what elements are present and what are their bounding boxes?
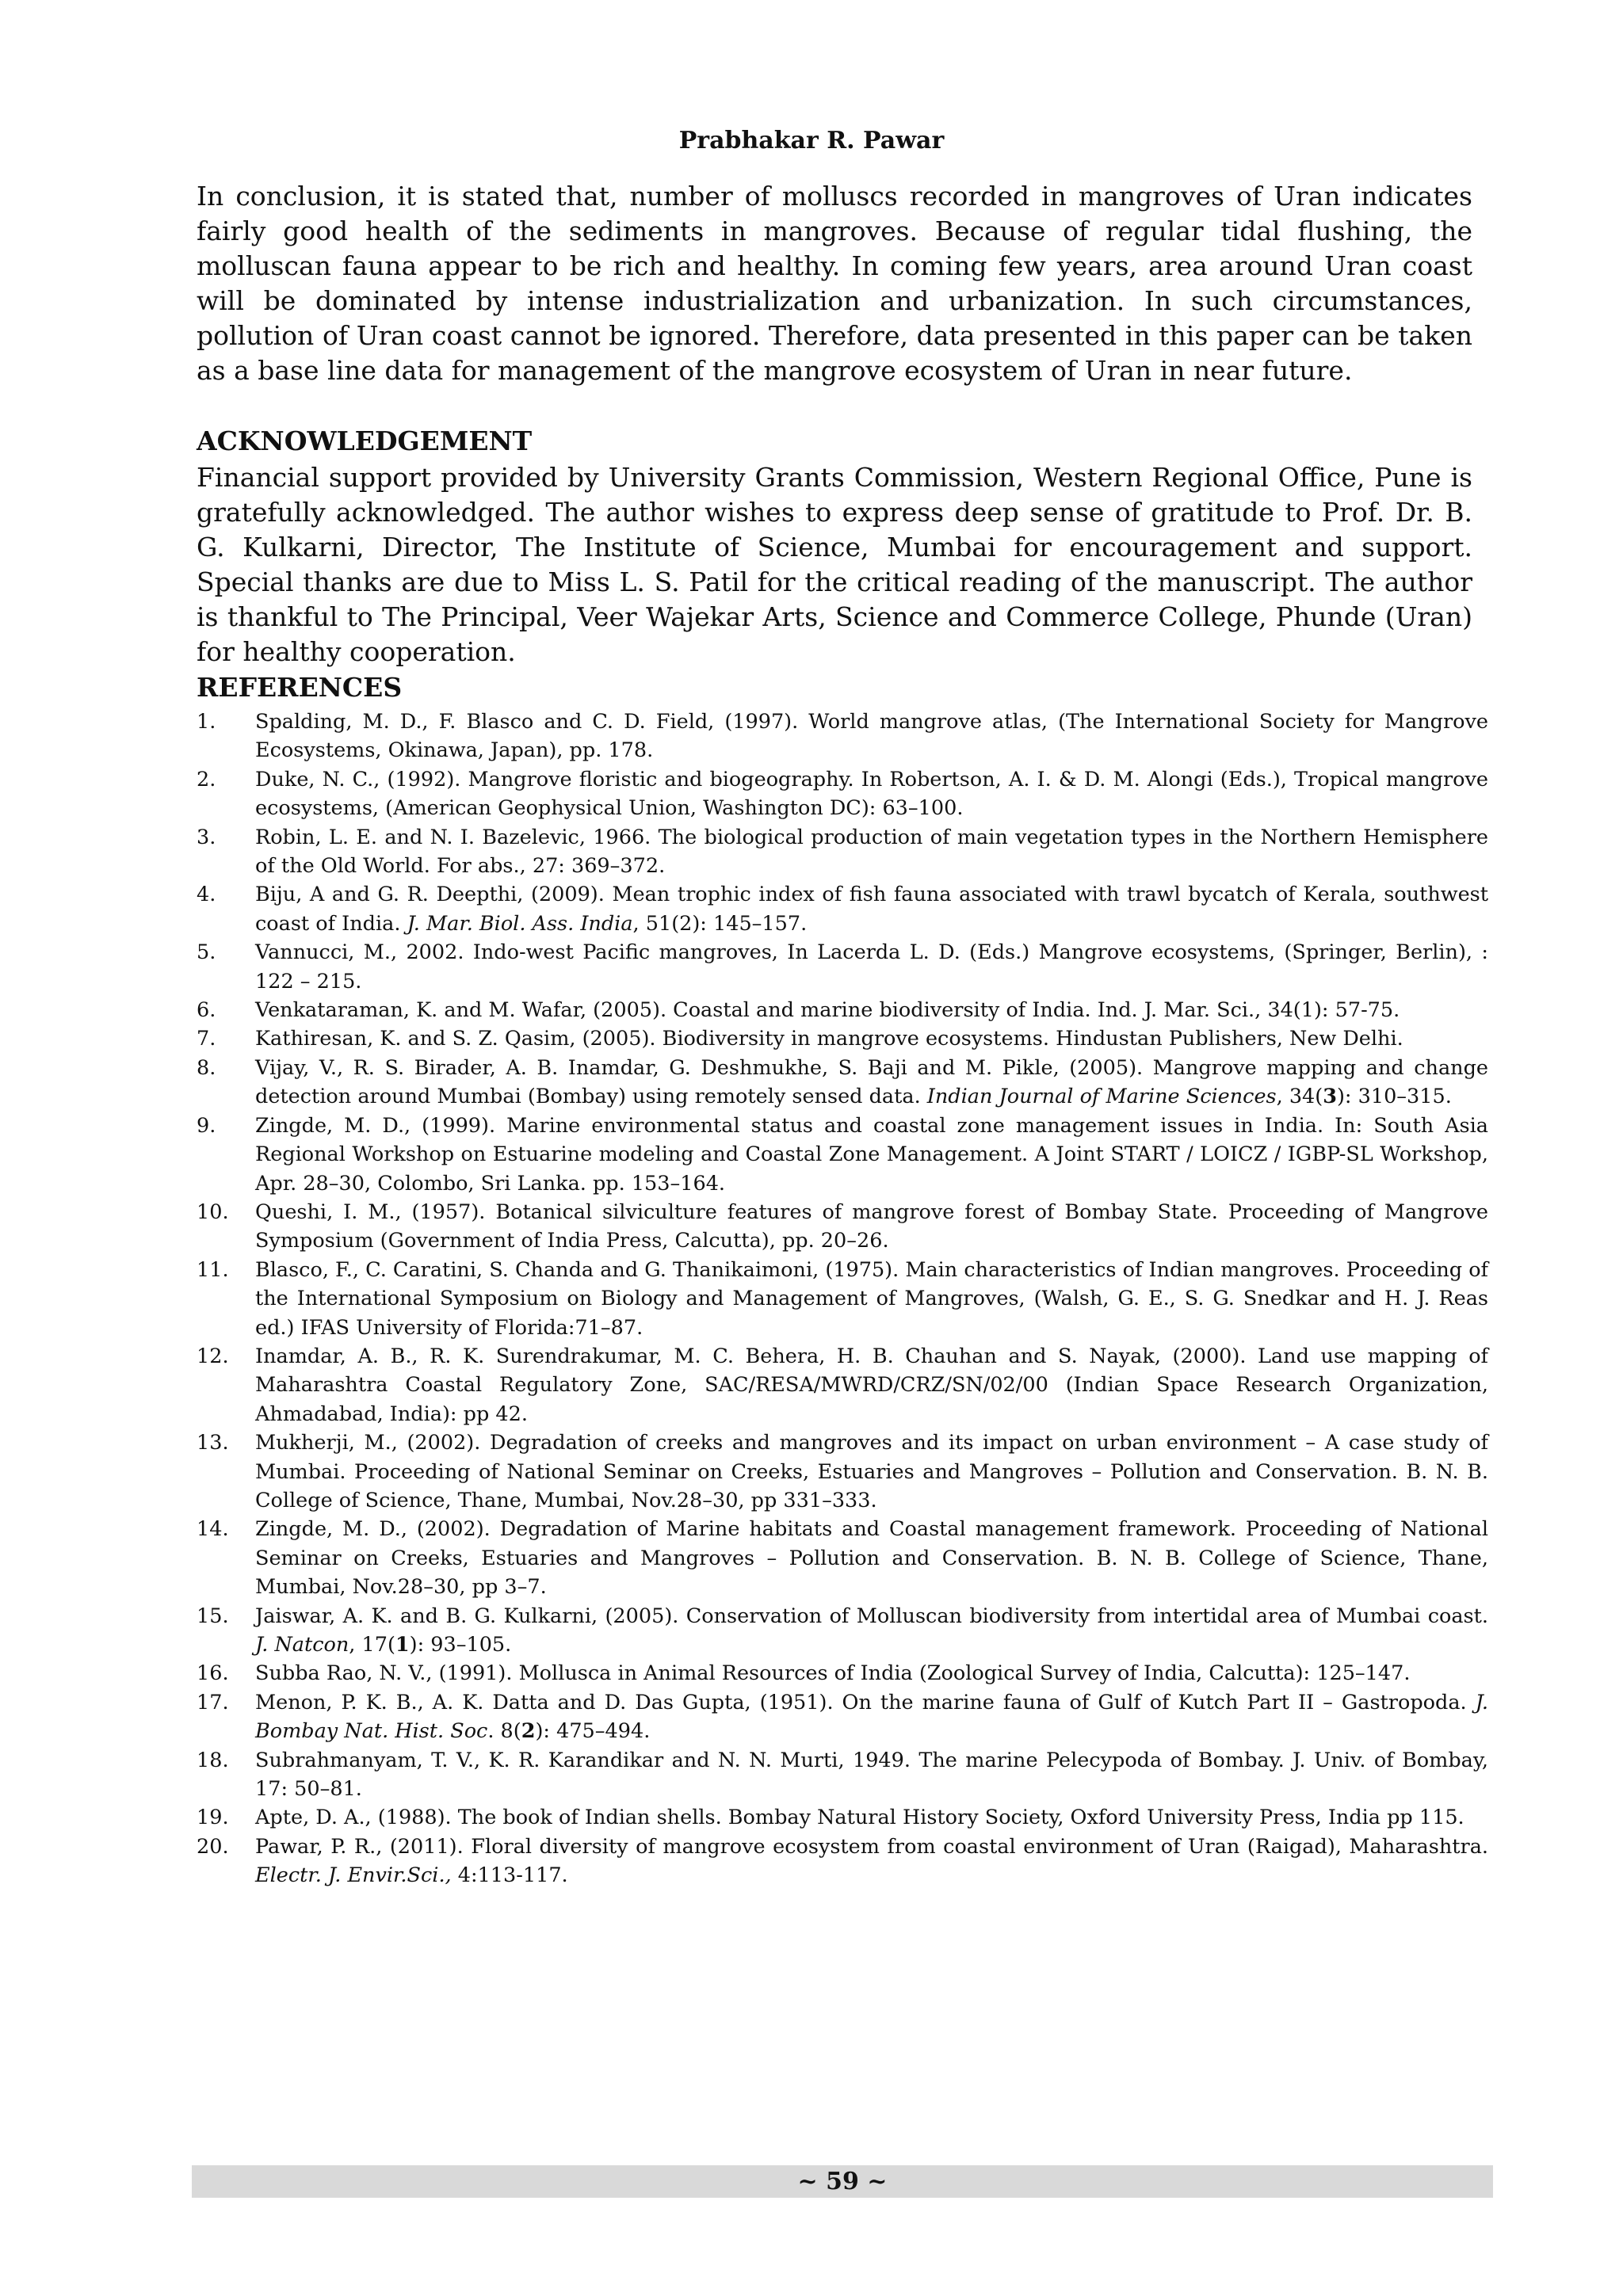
reference-number: 13. bbox=[197, 1431, 229, 1455]
acknowledgement-heading: ACKNOWLEDGEMENT bbox=[197, 425, 533, 456]
reference-item bbox=[197, 996, 1488, 1024]
reference-number: 16. bbox=[197, 1661, 229, 1686]
reference-journal-title: Indian Journal of Marine Sciences bbox=[926, 1085, 1277, 1109]
reference-number: 19. bbox=[197, 1806, 229, 1830]
reference-text-part: , 51(2): 145–157. bbox=[632, 911, 808, 936]
reference-item bbox=[197, 1342, 1488, 1428]
reference-item bbox=[197, 765, 1488, 823]
reference-number: 18. bbox=[197, 1748, 229, 1772]
reference-number: 9. bbox=[197, 1113, 216, 1138]
conclusion-paragraph: In conclusion, it is stated that, number of molluscs recorded in mangroves of Uran indicates fairly good health of the sediments in mangroves. Because of regular tidal flushing, the molluscan fauna appear to be rich and healthy. In coming few years, area around Uran coast will be dominated by intense industrialization and urbanization. In such circumstances, pollution of Uran coast cannot be ignored. Therefore, data presented in this paper can be taken as a base line data for management of the mangrove ecosystem of Uran in near future. bbox=[197, 181, 1472, 386]
reference-text: Vannucci, M., 2002. Indo-west Pacific mangroves, In Lacerda L. D. (Eds.) Mangrove ecosystems, (Springer, Berlin), : 122 – 215. bbox=[255, 940, 1488, 994]
reference-text: Subba Rao, N. V., (1991). Mollusca in Animal Resources of India (Zoological Survey of India, Calcutta): 125–147. bbox=[255, 1661, 1411, 1686]
reference-text: Apte, D. A., (1988). The book of Indian shells. Bombay Natural History Society, Oxford University Press, India pp 115. bbox=[255, 1806, 1465, 1830]
running-head-author: Prabhakar R. Pawar bbox=[678, 127, 945, 154]
reference-text-part: Vijay, V., R. S. Birader, A. B. Inamdar, G. Deshmukhe, S. Baji and M. Pikle, (2005). Mangrove mapping and change detection around Mumbai (Bombay) using remotely sensed data. bbox=[255, 1055, 1488, 1109]
reference-text-part: ): 310–315. bbox=[1336, 1085, 1452, 1109]
reference-item bbox=[197, 1112, 1488, 1198]
reference-number: 2. bbox=[197, 767, 216, 791]
reference-number: 14. bbox=[197, 1517, 229, 1542]
reference-item bbox=[197, 1198, 1488, 1256]
reference-text: Mukherji, M., (2002). Degradation of creeks and mangroves and its impact on urban environment – A case study of Mumbai. Proceeding of National Seminar on Creeks, Estuaries and Mangroves – Pollution and Conservation. B. N. B. College of Science, Thane, Mumbai, Nov.28–30, pp 331–333. bbox=[255, 1431, 1488, 1512]
reference-text bbox=[255, 880, 1488, 938]
reference-text-part: . 8( bbox=[487, 1719, 521, 1744]
reference-journal-title: J. Bombay Nat. Hist. Soc bbox=[255, 1690, 1488, 1744]
reference-issue-number: 2 bbox=[521, 1719, 536, 1744]
reference-text: Zingde, M. D., (2002). Degradation of Marine habitats and Coastal management framework. Proceeding of National Seminar on Creeks, Estuaries and Mangroves – Pollution and Conservation. B. N. B. College of Science, Thane, Mumbai, Nov.28–30, pp 3–7. bbox=[255, 1517, 1488, 1600]
reference-text-part: , 17( bbox=[349, 1633, 395, 1657]
reference-text bbox=[255, 1602, 1488, 1660]
reference-item bbox=[197, 1054, 1488, 1112]
reference-item bbox=[197, 1688, 1488, 1746]
reference-text: Venkataraman, K. and M. Wafar, (2005). Coastal and marine biodiversity of India. Ind. J. Mar. Sci., 34(1): 57-75. bbox=[255, 998, 1400, 1023]
reference-text-part: Jaiswar, A. K. and B. G. Kulkarni, (2005). Conservation of Molluscan biodiversity from intertidal area of Mumbai coast. bbox=[255, 1604, 1488, 1628]
reference-text-part: ): 475–494. bbox=[535, 1719, 651, 1744]
acknowledgement-paragraph: Financial support provided by University Grants Commission, Western Regional Office, Pune is gratefully acknowledged. The author wishes to express deep sense of gratitude to Prof. Dr. B. G. Kulkarni, Director, The Institute of Science, Mumbai for encouragement and support. Special thanks are due to Miss L. S. Patil for the critical reading of the manuscript. The author is thankful to The Principal, Veer Wajekar Arts, Science and Commerce College, Phunde (Uran) for healthy cooperation. bbox=[197, 462, 1472, 667]
reference-text: Subrahmanyam, T. V., K. R. Karandikar and N. N. Murti, 1949. The marine Pelecypoda of Bombay. J. Univ. of Bombay, 17: 50–81. bbox=[255, 1748, 1488, 1802]
reference-text bbox=[255, 1054, 1488, 1112]
reference-item bbox=[197, 1024, 1488, 1053]
reference-item bbox=[197, 1428, 1488, 1515]
reference-item bbox=[197, 1746, 1488, 1804]
reference-number: 5. bbox=[197, 940, 216, 965]
reference-text-part: 4:113-117. bbox=[451, 1863, 568, 1888]
reference-item bbox=[197, 1602, 1488, 1660]
reference-number: 7. bbox=[197, 1027, 216, 1051]
reference-text: Spalding, M. D., F. Blasco and C. D. Field, (1997). World mangrove atlas, (The International Society for Mangrove Ecosystems, Okinawa, Japan), pp. 178. bbox=[255, 710, 1488, 763]
reference-number: 20. bbox=[197, 1834, 229, 1859]
reference-number: 6. bbox=[197, 998, 216, 1023]
reference-number: 4. bbox=[197, 883, 216, 907]
reference-journal-title: J. Natcon bbox=[255, 1633, 349, 1657]
reference-item bbox=[197, 1659, 1488, 1688]
references-list bbox=[197, 707, 1488, 1890]
reference-text: Inamdar, A. B., R. K. Surendrakumar, M. C. Behera, H. B. Chauhan and S. Nayak, (2000). Land use mapping of Maharashtra Coastal Regulatory Zone, SAC/RESA/MWRD/CRZ/SN/02/00 (Indian Space Research Organization, Ahmadabad, India): pp 42. bbox=[255, 1344, 1488, 1426]
footer-bar bbox=[192, 2165, 1493, 2198]
reference-text: Queshi, I. M., (1957). Botanical silviculture features of mangrove forest of Bombay State. Proceeding of Mangrove Symposium (Government of India Press, Calcutta), pp. 20–26. bbox=[255, 1199, 1488, 1253]
reference-item bbox=[197, 1803, 1488, 1832]
reference-number: 15. bbox=[197, 1604, 229, 1628]
reference-text-part: ): 93–105. bbox=[409, 1633, 512, 1657]
reference-text-part: , 34( bbox=[1276, 1085, 1323, 1109]
reference-issue-number: 1 bbox=[395, 1633, 410, 1657]
reference-item bbox=[197, 1833, 1488, 1890]
reference-item bbox=[197, 938, 1488, 996]
reference-text: Zingde, M. D., (1999). Marine environmental status and coastal zone management issues in India. In: South Asia Regional Workshop on Estuarine modeling and Coastal Zone Management. A Joint START / LOICZ / IGBP-SL Workshop, Apr. 28–30, Colombo, Sri Lanka. pp. 153–164. bbox=[255, 1113, 1488, 1196]
reference-item bbox=[197, 1515, 1488, 1601]
reference-number: 3. bbox=[197, 825, 216, 849]
reference-text: Kathiresan, K. and S. Z. Qasim, (2005). Biodiversity in mangrove ecosystems. Hindustan Publishers, New Delhi. bbox=[255, 1027, 1403, 1051]
reference-text: Blasco, F., C. Caratini, S. Chanda and G. Thanikaimoni, (1975). Main characteristics of Indian mangroves. Proceeding of the International Symposium on Biology and Management of Mangroves, (Walsh, G. E., S. G. Snedkar and H. J. Reas ed.) IFAS University of Florida:71–87. bbox=[255, 1257, 1488, 1340]
reference-issue-number: 3 bbox=[1323, 1085, 1337, 1109]
reference-text-part: Pawar, P. R., (2011). Floral diversity of mangrove ecosystem from coastal environment of Uran (Raigad), Maharashtra. bbox=[255, 1834, 1488, 1859]
reference-number: 8. bbox=[197, 1055, 216, 1080]
reference-number: 10. bbox=[197, 1199, 229, 1224]
reference-text: Robin, L. E. and N. I. Bazelevic, 1966. The biological production of main vegetation types in the Northern Hemisphere of the Old World. For abs., 27: 369–372. bbox=[255, 825, 1488, 879]
reference-journal-title: Electr. J. Envir.Sci., bbox=[255, 1863, 452, 1888]
reference-text bbox=[255, 1688, 1488, 1746]
reference-item bbox=[197, 823, 1488, 881]
reference-journal-title: J. Mar. Biol. Ass. India bbox=[407, 911, 633, 936]
page-number: ~ 59 ~ bbox=[797, 2168, 888, 2195]
reference-number: 12. bbox=[197, 1344, 229, 1368]
reference-item bbox=[197, 707, 1488, 765]
reference-text-part: Menon, P. K. B., A. K. Datta and D. Das Gupta, (1951). On the marine fauna of Gulf of Kutch Part II – Gastropoda. bbox=[255, 1690, 1476, 1714]
reference-number: 11. bbox=[197, 1257, 229, 1282]
reference-item bbox=[197, 1256, 1488, 1342]
reference-number: 1. bbox=[197, 710, 216, 734]
reference-item bbox=[197, 880, 1488, 938]
references-heading: REFERENCES bbox=[197, 672, 403, 703]
reference-text bbox=[255, 1833, 1488, 1890]
reference-text: Duke, N. C., (1992). Mangrove floristic and biogeography. In Robertson, A. I. & D. M. Alongi (Eds.), Tropical mangrove ecosystems, (American Geophysical Union, Washington DC): 63–100. bbox=[255, 767, 1488, 821]
reference-number: 17. bbox=[197, 1690, 229, 1714]
reference-text-part: Biju, A and G. R. Deepthi, (2009). Mean trophic index of fish fauna associated with trawl bycatch of Kerala, southwest coast of India. bbox=[255, 883, 1488, 936]
